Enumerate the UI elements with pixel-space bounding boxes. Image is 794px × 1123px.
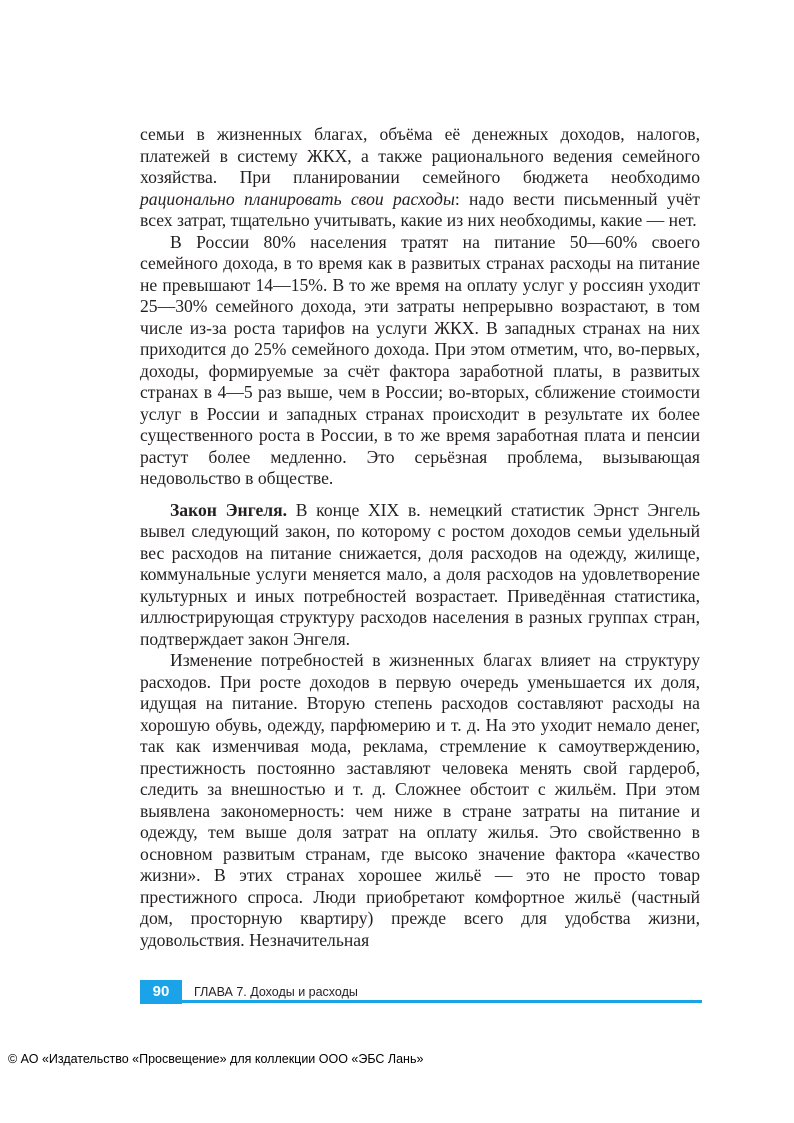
body-text [140,124,700,951]
paragraph-1-end: : надо вести письменный учёт всех затрат, тщательно учитывать, какие из них необходимы, какие — нет. [140,188,700,230]
running-chapter-title: ГЛАВА 7. Доходы и расходы [194,985,358,999]
paragraph-4: Изменение потребностей в жизненных благах влияет на структуру расходов. При росте доходов в первую очередь уменьшается их доля, идущая на питание. Вторую степень расходов составляют расходы на хорошую обувь, одежду, парфюмерию и т. д. На это уходит немало денег, так как изменчивая мода, реклама, стремление к самоутверждению, престижность постоянно заставляют человека менять свой гардероб, следить за внешностью и т. д. Сложнее обстоит с жильём. При этом выявлена закономерность: чем ниже в стране затраты на питание и одежду, тем выше доля затрат на оплату жилья. Это свойственно в основном развитым странам, где высоко значение фактора «качество жизни». В этих странах хорошее жильё — это не просто товар престижного спроса. Люди приобретают комфортное жильё (частный дом, просторную квартиру) прежде всего для удобства жизни, удовольствия. Незначительная [140,650,700,950]
page-number: 90 [140,980,182,1004]
copyright-notice: © АО «Издательство «Просвещение» для коллекции ООО «ЭБС Лань» [8,1052,424,1066]
paragraph-1-emphasis: рационально планировать свои расходы [140,188,455,209]
paragraph-2: В России 80% населения тратят на питание 50—60% своего семейного дохода, в то время как в развитых странах расходы на питание не превышают 14—15%. В то же время на оплату услуг у россиян уходит 25—30% семейного дохода, эти затраты непрерывно возрастают, в том числе из-за роста тарифов на услуги ЖКХ. В западных странах на них приходится до 25% семейного дохода. При этом отметим, что, во-первых, доходы, формируемые за счёт фактора заработной платы, в развитых странах в 4—5 раз выше, чем в России; во-вторых, сближение стоимости услуг в России и западных странах происходит в результате их более существенного роста в России, в то же время заработная плата и пенсии растут более медленно. Это серьёзная проблема, вызывающая недовольство в обществе. [140,231,700,488]
paragraph-1 [140,124,700,232]
page-footer [140,980,702,1004]
section-heading-engel-law: Закон Энгеля. [170,499,288,520]
paragraph-1-text: семьи в жизненных благах, объёма её денежных доходов, налогов, платежей в систему ЖКХ, а также рационального ведения семейного хозяйства. При планировании семейного бюджета необходимо [140,124,700,187]
paragraph-3 [140,500,700,651]
paragraph-3-text: В конце XIX в. немецкий статистик Эрнст Энгель вывел следующий закон, по которому с ростом доходов семьи удельный вес расходов на питание снижается, доля расходов на одежду, жилище, коммунальные услуги меняется мало, а доля расходов на удовлетворение культурных и иных потребностей возрастает. Приведённая статистика, иллюстрирующая структуру расходов населения в разных группах стран, подтверждает закон Энгеля. [140,499,700,649]
